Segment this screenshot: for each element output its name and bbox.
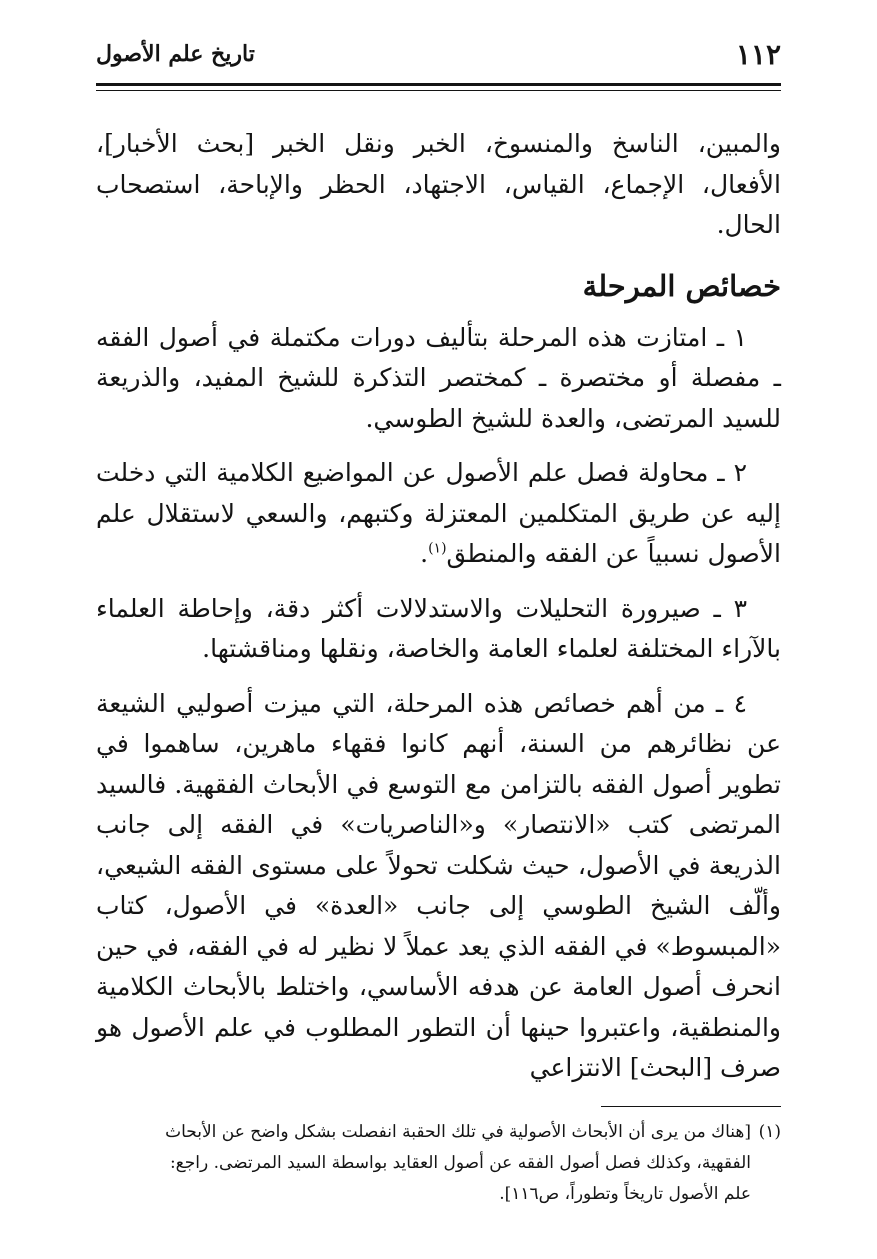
section-heading: خصائص المرحلة [582,268,781,303]
footnote-line-2: الفقهية، وكذلك فصل أصول الفقه عن أصول العقايد بواسطة السيد المرتضى. راجع: [169,1153,751,1173]
footnote [96,1117,781,1210]
footnote-line-1-text: [هناك من يرى أن الأبحاث الأصولية في تلك الحقبة انفصلت بشكل واضح عن الأبحاث [165,1122,751,1142]
footnote-line-3: علم الأصول تاريخاً وتطوراً، ص١١٦]. [499,1184,751,1204]
item-paragraph-4: ٤ ـ من أهم خصائص هذه المرحلة، التي ميزت أصوليي الشيعة عن نظائرهم من السنة، أنهم كانوا فقهاء ماهرين، ساهموا في تطوير أصول الفقه بالتزامن مع التوسع في الأبحاث الفقهية. فالسيد المرتضى كتب «الانتصار» و«الناصريات» في الفقه إلى جانب الذريعة في الأصول، حيث شكلت تحولاً على مستوى الفقه الشيعي، وألّف الشيخ الطوسي إلى جانب «العدة» في الأصول، كتاب «المبسوط» في الفقه الذي يعد عملاً لا نظير له في الفقه، في حين انحرف أصول العامة عن هدفه الأساسي، واختلط بالأبحاث الكلامية والمنطقية، واعتبروا حينها أن التطور المطلوب في علم الأصول هو صرف [البحث] الانتزاعي [96,688,782,1082]
running-title: تاريخ علم الأصول [96,41,255,67]
page-number: ١١٢ [735,37,781,71]
item-paragraph-3: ٣ ـ صيرورة التحليلات والاستدلالات أكثر دقة، وإحاطة العلماء بالآراء المختلفة لعلماء العامة والخاصة، ونقلها ومناقشتها. [96,593,781,663]
footnote-reference[interactable]: (١) [428,540,447,557]
footnote-separator [601,1106,781,1107]
footnote-marker: (١) [758,1122,781,1142]
header-rule-thin [96,90,781,91]
footnote-line-1 [96,1117,781,1148]
main-text [96,124,781,1089]
item-paragraph-2-end: . [420,539,429,568]
page-header [96,28,781,80]
item-paragraph-2 [96,453,781,575]
item-paragraph-2-text: ٢ ـ محاولة فصل علم الأصول عن المواضيع الكلامية التي دخلت إليه عن طريق المتكلمين المعتزلة وكتبهم، والسعي لاستقلال علم الأصول نسبياً عن الفقه والمنطق [96,458,781,568]
item-paragraph-1: ١ ـ امتازت هذه المرحلة بتأليف دورات مكتملة في أصول الفقه ـ مفصلة أو مختصرة ـ كمختصر التذكرة للشيخ المفيد، والذريعة للسيد المرتضى، والعدة للشيخ الطوسي. [96,322,781,433]
header-rule-thick [96,83,781,86]
intro-paragraph: والمبين، الناسخ والمنسوخ، الخبر ونقل الخبر [بحث الأخبار]، الأفعال، الإجماع، القياس، الاجتهاد، الحظر والإباحة، استصحاب الحال. [96,129,781,239]
